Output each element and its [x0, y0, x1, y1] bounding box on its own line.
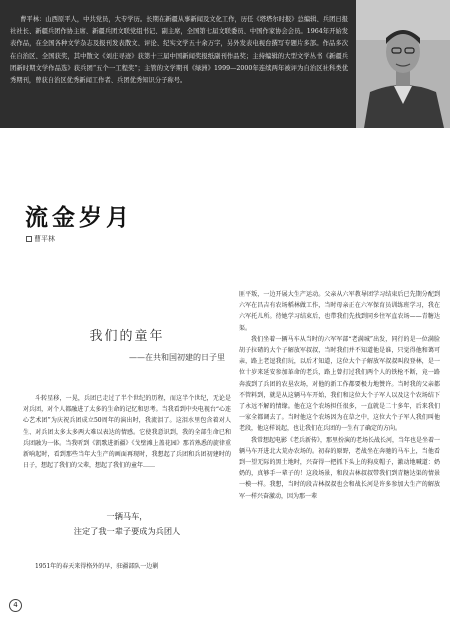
bullet-square-icon — [26, 236, 32, 242]
article-body — [0, 289, 450, 624]
author-portrait — [356, 0, 450, 128]
section-subtitle: ——在共和国初建的日子里 — [129, 353, 225, 362]
subheading-line-1: 一辆马车， — [106, 511, 148, 522]
bottom-paragraph: 1951年的春天来得格外的早，驻疆部队一边剿 — [35, 563, 159, 571]
author-banner — [0, 0, 450, 128]
right-paragraph-3: 我常想起电影《老兵新传》，那里扮演的老场长战长河，当年也是坐着一辆马车开进北大荒办农场的。初春的原野，老战坐在奔驰的马车上，当他看到一望无际的黑土地时，兴奋得一把抓下头上的狗皮帽子，激动地喊道：奶奶的，真够手一辈子的！这段场景，和段吉林叔叔带我们到青糖达渠的情景一模一样。我想，当时的段吉林叔叔也会和战长河是许多参加大生产的解放军一样兴奋激动，因为那一辈 — [239, 436, 441, 500]
subheading — [23, 509, 231, 539]
left-column — [23, 289, 231, 624]
subheading-line-2: 注定了我一辈子要成为兵团人 — [73, 526, 181, 537]
right-paragraph-2: 我们坐着一辆马车从当时的六军军部“老满城”出发，同行的是一位满脸胡子拉碴的大个子解放军叔叔，当时我们并不知道他是谁，只觉得他和蔼可亲，路上老逗我们玩，以后才知道，这位大个子解放军叔叔叫段登林，是一位十岁来延安参加革命的老兵，路上曾打过我们两个人的铁枪不断，竟一路奔波到了兵团的农垦农场，对他的新工作都要极力地赞许。当时我的父亲都不管料到，就是从这辆马车开始，我们和这位大个子军人以及这个农场结下了永远不解的情缘。他在这个农场担任很多，一直就是二十多年，后来我们一家全都调去了。当时他这个农场因为在草之中，这位大个子军人我们叫他老段，他这样说起，也让我们在兵团的一生有了确定的方向。 — [239, 335, 440, 433]
section-title: 我们的童年 — [89, 329, 165, 344]
article-title: 流金岁月 — [25, 205, 133, 232]
right-column — [239, 289, 440, 624]
intro-paragraph: 斗转星移，一晃，兵团已走过了半个世纪的历程，而这半个世纪，无论是对兵团，对个人都融进了太多的生命的记忆和思考。当我看到中央电视台“心连心艺术团”为庆祝兵团成立50周年的演出时，我流泪了。这泪水里包含着对人生、对兵团太多太多两大难以表达的情感。它使我意识到，我的全部生命已和兵团融为一体。当我听到《凯歌进新疆》《戈壁滩上盖花园》那首熟悉的旋律重新响起时，看到那些当年大生产的画面再现时，我想起了兵团和兵团初建时的日子，想起了我们的父辈，想起了我们的童年…… — [23, 395, 231, 470]
page-number: 4 — [9, 599, 22, 612]
author-bio: 曹平林：山西原平人，中共党员，大专学历。长期在新疆从事新闻及文化工作，历任《塔塔尔时报》总编辑、兵团日报社社长、新疆兵团作协主席、新疆兵团文联党组书记、副主席，全国第七届文联委员、中国作家协会会员。1964年开始发表作品，在全国各种文学杂志及报刊发表散文、评论、纪实文学五十余万字，另外发表电视台撰写专题片多部。作品多次在自治区、全国获奖，其中散文《刘庄寻迹》获第十三届中国新闻奖报纸副刊作品奖；主持编辑的大型文学丛书《新疆兵团新时期文学作品选》获兵团“五个一工程奖”；主管的文学期刊《绿洲》1999—2000年连续两年被评为自治区社科类优秀期刊，曾获自治区优秀新闻工作者、兵团优秀知识分子称号。 — [10, 16, 348, 84]
author-byline — [26, 234, 55, 244]
author-name: 曹平林 — [34, 235, 55, 243]
right-paragraph-1: 匪平叛，一边开展大生产运动。父亲从六军教导团学习结束后已先期分配到六军在昌吉有农场稻林做工作，当时母亲正在六军保育员训练班学习，我在六军托儿所。待她学习结束后，也带我们先找到同乡往军直农场——青糖达渠。 — [239, 291, 440, 332]
